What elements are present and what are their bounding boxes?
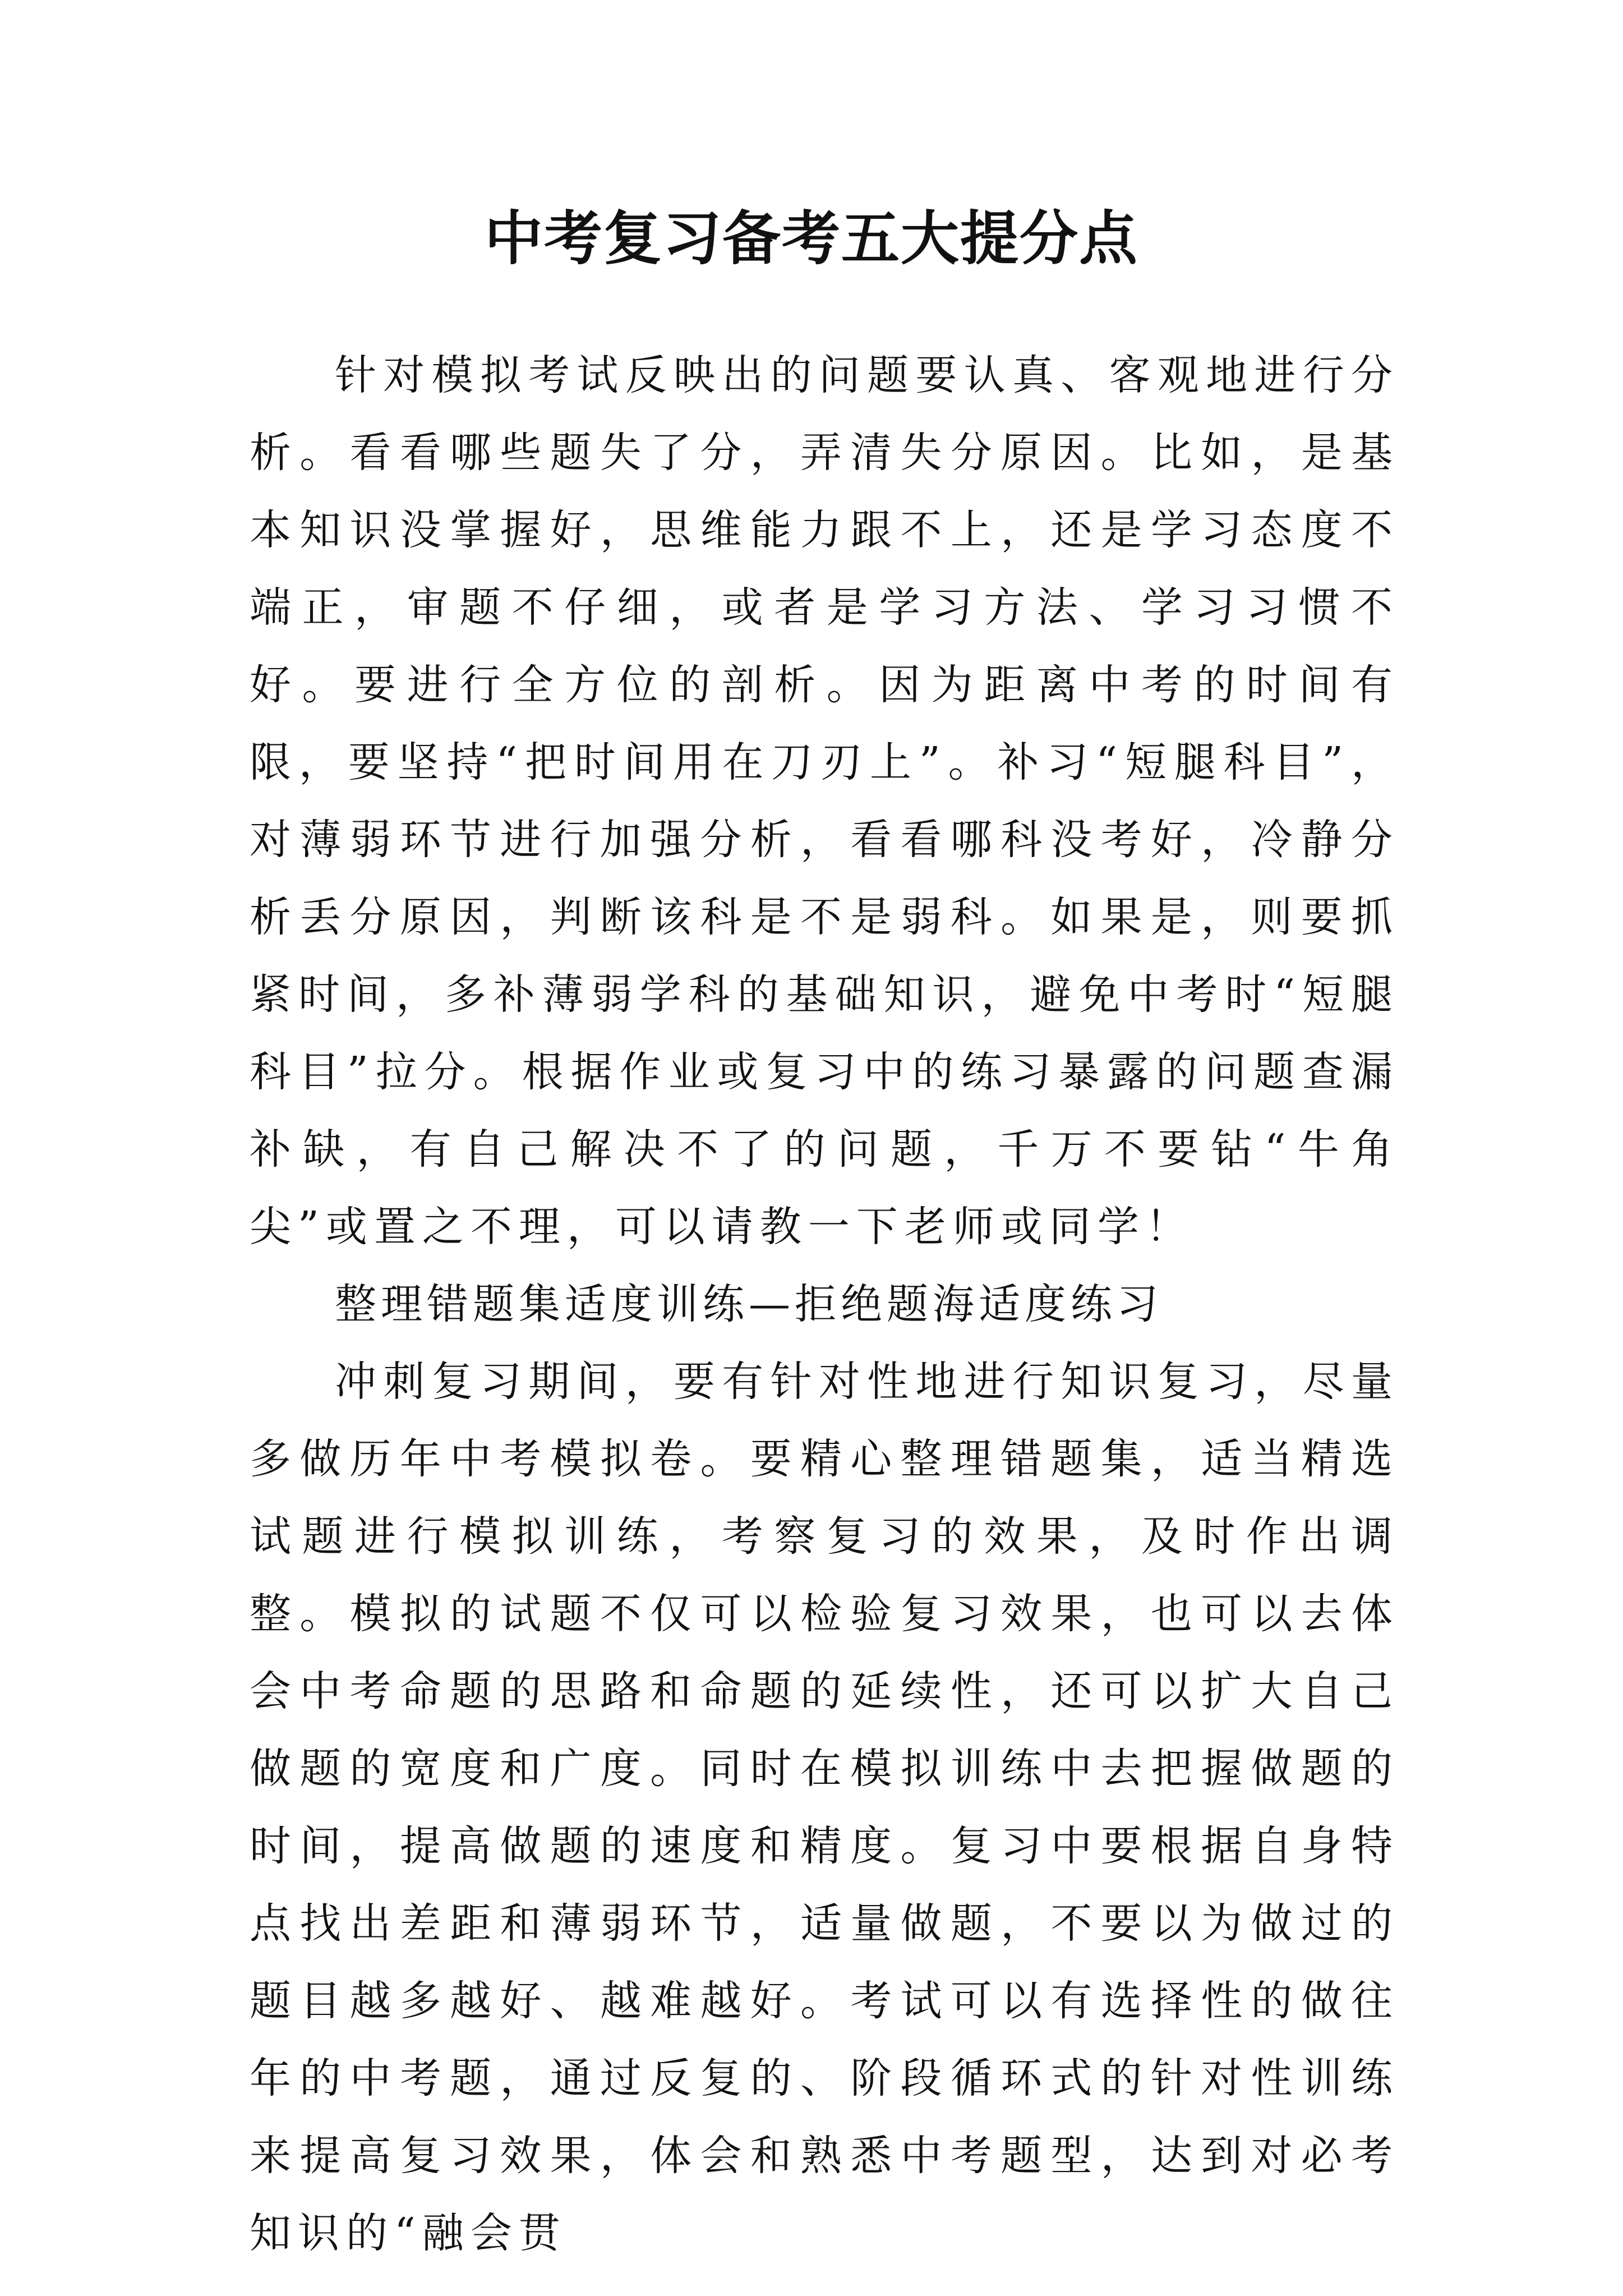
paragraph-practice: 冲刺复习期间，要有针对性地进行知识复习，尽量多做历年中考模拟卷。要精心整理错题集，适当精选试题进行模拟训练，考察复习的效果，及时作出调整。模拟的试题不仅可以检验复习效果，也可以去体会中考命题的思路和命题的延续性，还可以扩大自己做题的宽度和广度。同时在模拟训练中去把握做题的时间，提高做题的速度和精度。复习中要根据自身特点找出差距和薄弱环节，适量做题，不要以为做过的题目越多越好、越难越好。考试可以有选择性的做往年的中考题，通过反复的、阶段循环式的针对性训练来提高复习效果，体会和熟悉中考题型，达到对必考知识的“融会贯 (250, 1358, 1399, 2257)
document-body (250, 337, 1399, 2272)
paragraph-analysis: 针对模拟考试反映出的问题要认真、客观地进行分析。看看哪些题失了分，弄清失分原因。比如，是基本知识没掌握好，思维能力跟不上，还是学习态度不端正，审题不仔细，或者是学习方法、学习习惯不好。要进行全方位的剖析。因为距离中考的时间有限，要坚持“把时间用在刀刃上”。补习“短腿科目”，对薄弱环节进行加强分析，看看哪科没考好，冷静分析丢分原因，判断该科是不是弱科。如果是，则要抓紧时间，多补薄弱学科的基础知识，避免中考时“短腿科目”拉分。根据作业或复习中的练习暴露的问题查漏补缺，有自己解决不了的问题，千万不要钻“牛角尖”或置之不理，可以请教一下老师或同学！ (250, 351, 1399, 1251)
section-heading: 整理错题集适度训练—拒绝题海适度练习 (335, 1280, 1163, 1328)
document-title: 中考复习备考五大提分点 (484, 204, 1138, 273)
